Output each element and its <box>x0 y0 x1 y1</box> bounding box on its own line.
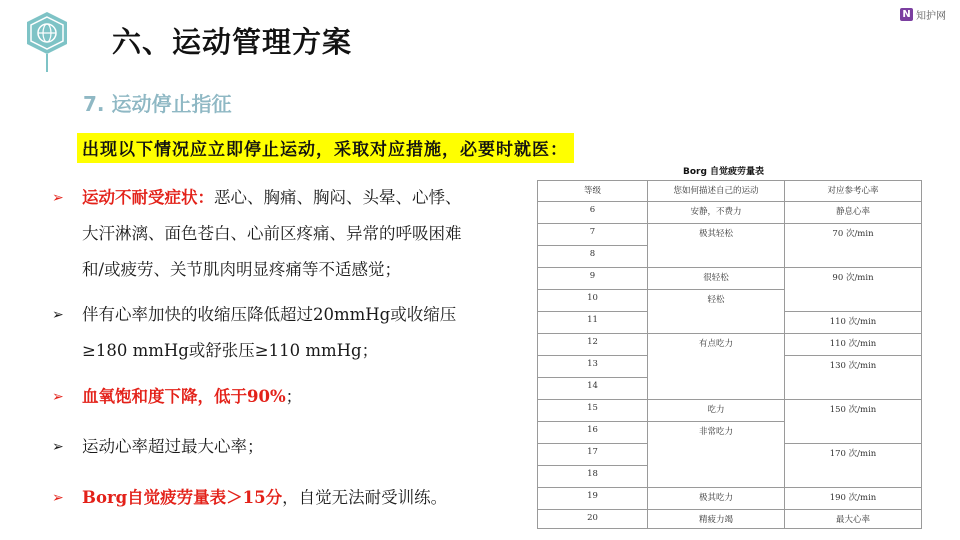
arrow-right-icon: ➢ <box>52 490 64 506</box>
bullet-text <box>82 180 522 288</box>
description-cell: 很轻松 <box>648 268 785 290</box>
description-cell: 吃力 <box>648 400 785 422</box>
table-header-cell: 等级 <box>538 181 648 202</box>
bullet-body: 伴有心率加快的收缩压降低超过20mmHg或收缩压 <box>82 305 457 324</box>
bullet-text <box>82 480 522 516</box>
table-row <box>538 268 922 290</box>
bullet-body: ≥180 mmHg或舒张压≥110 mmHg； <box>82 341 379 360</box>
level-cell: 8 <box>538 246 648 268</box>
level-cell: 17 <box>538 444 648 466</box>
description-cell: 精疲力竭 <box>648 510 785 529</box>
level-cell: 20 <box>538 510 648 529</box>
borg-table <box>537 180 922 529</box>
table-row <box>538 202 922 224</box>
bullet-text <box>82 429 522 465</box>
globe-hexagon-logo <box>22 10 72 72</box>
arrow-right-icon: ➢ <box>52 307 64 323</box>
bullet-body: 大汗淋漓、面色苍白、心前区疼痛、异常的呼吸困难 <box>82 224 462 243</box>
level-cell: 15 <box>538 400 648 422</box>
bullet-body: 恶心、胸痛、胸闷、头晕、心悸、 <box>214 188 462 207</box>
bullet-item <box>52 429 522 465</box>
heart-rate-cell: 110 次/min <box>785 334 922 356</box>
heart-rate-cell: 150 次/min <box>785 400 922 444</box>
description-cell: 轻松 <box>648 290 785 334</box>
bullet-text <box>82 297 522 369</box>
bullet-emphasis: Borg自觉疲劳量表＞15分 <box>82 488 283 507</box>
heart-rate-cell: 130 次/min <box>785 356 922 400</box>
table-header-cell: 您如何描述自己的运动 <box>648 181 785 202</box>
description-cell: 极其轻松 <box>648 224 785 268</box>
bullet-item <box>52 480 522 516</box>
description-cell: 非常吃力 <box>648 422 785 488</box>
heart-rate-cell: 90 次/min <box>785 268 922 312</box>
bullet-body: 和/或疲劳、关节肌肉明显疼痛等不适感觉； <box>82 260 402 279</box>
heart-rate-cell: 静息心率 <box>785 202 922 224</box>
description-cell: 有点吃力 <box>648 334 785 400</box>
highlight-banner: 出现以下情况应立即停止运动，采取对应措施，必要时就医： <box>77 133 574 163</box>
brand-logo <box>900 7 946 22</box>
table-header-row <box>538 181 922 202</box>
level-cell: 6 <box>538 202 648 224</box>
table-row <box>538 224 922 246</box>
table-row <box>538 488 922 510</box>
section-title: 7. 运动停止指征 <box>83 92 232 116</box>
page-title: 六、运动管理方案 <box>112 25 353 59</box>
level-cell: 9 <box>538 268 648 290</box>
bullet-body: 运动心率超过最大心率； <box>82 437 264 456</box>
table-caption: Borg 自觉疲劳量表 <box>683 167 765 177</box>
bullet-item <box>52 297 522 369</box>
heart-rate-cell: 110 次/min <box>785 312 922 334</box>
level-cell: 14 <box>538 378 648 400</box>
heart-rate-cell: 最大心率 <box>785 510 922 529</box>
level-cell: 7 <box>538 224 648 246</box>
level-cell: 18 <box>538 466 648 488</box>
level-cell: 16 <box>538 422 648 444</box>
level-cell: 13 <box>538 356 648 378</box>
bullet-emphasis: 运动不耐受症状： <box>82 188 214 207</box>
bullet-body: ； <box>285 387 303 406</box>
heart-rate-cell: 70 次/min <box>785 224 922 268</box>
description-cell: 极其吃力 <box>648 488 785 510</box>
globe-icon <box>22 10 72 72</box>
arrow-right-icon: ➢ <box>52 190 64 206</box>
arrow-right-icon: ➢ <box>52 439 64 455</box>
level-cell: 19 <box>538 488 648 510</box>
bullet-text <box>82 379 522 415</box>
brand-n-icon: N <box>900 8 913 21</box>
table-row <box>538 510 922 529</box>
level-cell: 12 <box>538 334 648 356</box>
bullet-item <box>52 379 522 415</box>
bullet-body: ，自觉无法耐受训练。 <box>282 488 448 507</box>
heart-rate-cell: 170 次/min <box>785 444 922 488</box>
bullet-item <box>52 180 522 288</box>
table-header-cell: 对应参考心率 <box>785 181 922 202</box>
table-row <box>538 400 922 422</box>
level-cell: 10 <box>538 290 648 312</box>
heart-rate-cell: 190 次/min <box>785 488 922 510</box>
description-cell: 安静，不费力 <box>648 202 785 224</box>
bullet-emphasis: 血氧饱和度下降，低于90% <box>82 387 286 406</box>
table-row <box>538 334 922 356</box>
brand-name: 知护网 <box>916 11 946 22</box>
arrow-right-icon: ➢ <box>52 389 64 405</box>
level-cell: 11 <box>538 312 648 334</box>
